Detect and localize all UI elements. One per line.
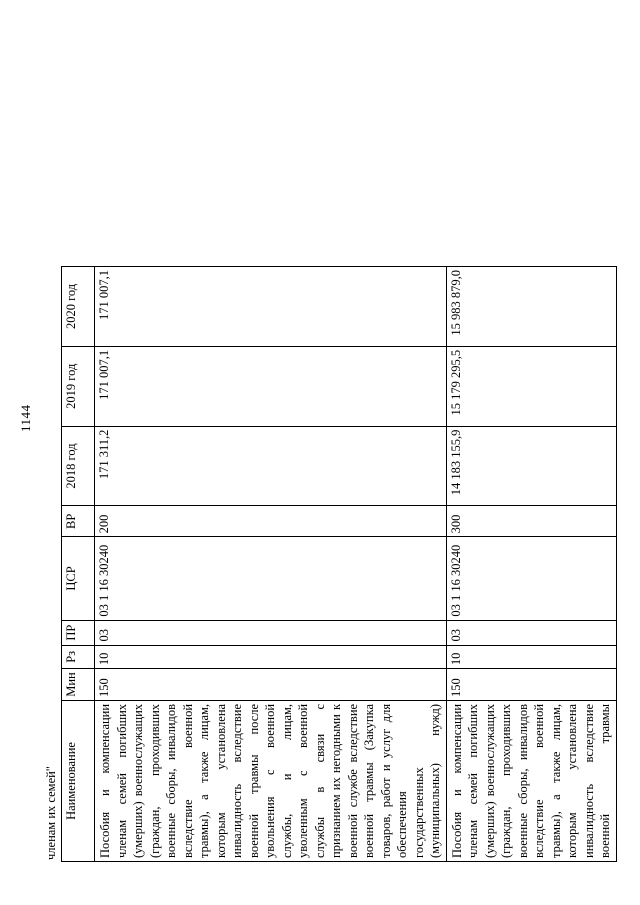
budget-table xyxy=(61,266,617,862)
row-value-2019: 171 007,1 xyxy=(95,346,447,426)
row-pr: 03 xyxy=(446,620,616,645)
row-pr: 03 xyxy=(95,620,447,645)
row-rz: 10 xyxy=(446,645,616,669)
section-caption: членам их семей" xyxy=(44,766,58,860)
column-header-tsr: ЦСР xyxy=(62,537,95,620)
table-header-row xyxy=(62,267,95,862)
row-tsr: 03 1 16 30240 xyxy=(95,537,447,620)
table-row xyxy=(446,267,616,862)
column-header-rz: Рз xyxy=(62,645,95,669)
table-row xyxy=(95,267,447,862)
column-header-pr: ПР xyxy=(62,620,95,645)
row-min: 150 xyxy=(446,669,616,701)
row-value-2018: 14 183 155,9 xyxy=(446,426,616,506)
column-header-vr: ВР xyxy=(62,506,95,537)
column-header-year-2020: 2020 год xyxy=(62,267,95,347)
row-min: 150 xyxy=(95,669,447,701)
row-name: Пособия и компенсации членам семей погибших (умерших) военнослужащих (граждан, проходивших военные сборы, инвалидов вследствие военной травмы), а также лицам, которым установлена инвалидность вследствие военной травмы xyxy=(446,700,616,861)
page-number: 1144 xyxy=(18,404,33,432)
row-name: Пособия и компенсации членам семей погибших (умерших) военнослужащих (граждан, проходивших военные сборы, инвалидов вследствие военной травмы), а также лицам, которым установлена инвалидность вследствие военной травмы после увольнения с военной службы, и лицам, уволенным с военной службы в связи с признанием их негодными к военной службе вследствие военной травмы (Закупка товаров, работ и услуг для обеспечения государственных (муниципальных) нужд) xyxy=(95,700,447,861)
row-value-2018: 171 311,2 xyxy=(95,426,447,506)
row-value-2020: 15 983 879,0 xyxy=(446,267,616,347)
row-value-2019: 15 179 295,5 xyxy=(446,346,616,426)
column-header-year-2018: 2018 год xyxy=(62,426,95,506)
column-header-year-2019: 2019 год xyxy=(62,346,95,426)
column-header-name: Наименование xyxy=(62,700,95,861)
rotated-page-content xyxy=(44,266,617,862)
row-vr: 300 xyxy=(446,506,616,537)
column-header-min: Мин xyxy=(62,669,95,701)
row-rz: 10 xyxy=(95,645,447,669)
row-value-2020: 171 007,1 xyxy=(95,267,447,347)
row-vr: 200 xyxy=(95,506,447,537)
row-tsr: 03 1 16 30240 xyxy=(446,537,616,620)
